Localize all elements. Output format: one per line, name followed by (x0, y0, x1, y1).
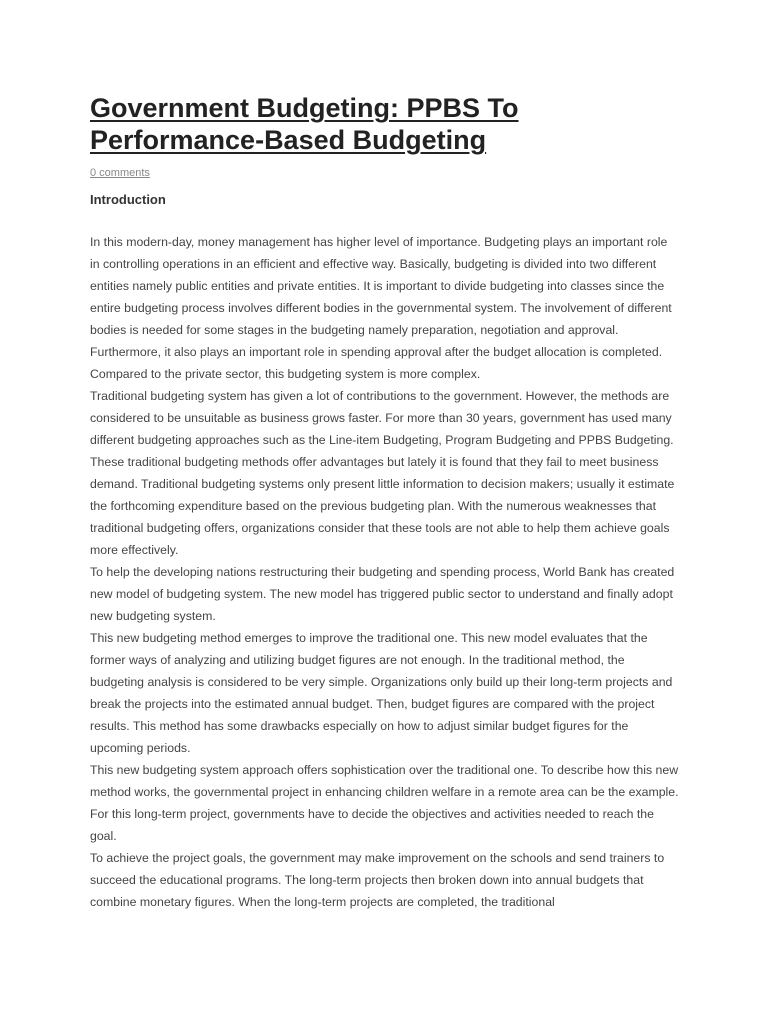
paragraph: To achieve the project goals, the government may make improvement on the schools and send trainers to succeed the educational programs. The long-term projects then broken down into annual budgets that combine monetary figures. When the long-term projects are completed, the traditional (90, 851, 665, 909)
section-heading: Introduction (90, 192, 166, 207)
paragraph: To help the developing nations restructuring their budgeting and spending process, World Bank has created new model of budgeting system. The new model has triggered public sector to understand and finally adopt new budgeting system. (90, 565, 675, 623)
article-title-link[interactable]: Government Budgeting: PPBS To Performance-Based Budgeting (90, 93, 519, 155)
comments-link[interactable]: 0 comments (90, 167, 150, 179)
article-body (90, 231, 680, 913)
paragraph: Traditional budgeting system has given a lot of contributions to the government. However, the methods are considered to be unsuitable as business grows faster. For more than 30 years, government has used many different budgeting approaches such as the Line-item Budgeting, Program Budgeting and PPBS Budgeting. These traditional budgeting methods offer advantages but lately it is found that they fail to meet business demand. Traditional budgeting systems only present little information to decision makers; usually it estimate the forthcoming expenditure based on the previous budgeting plan. With the numerous weaknesses that traditional budgeting offers, organizations consider that these tools are not able to help them achieve goals more effectively. (90, 389, 675, 557)
paragraph: In this modern-day, money management has higher level of importance. Budgeting plays an important role in controlling operations in an efficient and effective way. Basically, budgeting is divided into two different entities namely public entities and private entities. It is important to divide budgeting into classes since the entire budgeting process involves different bodies in the governmental system. The involvement of different bodies is needed for some stages in the budgeting namely preparation, negotiation and approval. Furthermore, it also plays an important role in spending approval after the budget allocation is completed. Compared to the private sector, this budgeting system is more complex. (90, 235, 672, 381)
paragraph: This new budgeting method emerges to improve the traditional one. This new model evaluates that the former ways of analyzing and utilizing budget figures are not enough. In the traditional method, the budgeting analysis is considered to be very simple. Organizations only build up their long-term projects and break the projects into the estimated annual budget. Then, budget figures are compared with the project results. This method has some drawbacks especially on how to adjust similar budget figures for the upcoming periods. (90, 631, 673, 755)
paragraph: This new budgeting system approach offers sophistication over the traditional one. To describe how this new method works, the governmental project in enhancing children welfare in a remote area can be the example. For this long-term project, governments have to decide the objectives and activities needed to reach the goal. (90, 763, 679, 843)
article-title (90, 92, 680, 156)
article (90, 92, 680, 913)
